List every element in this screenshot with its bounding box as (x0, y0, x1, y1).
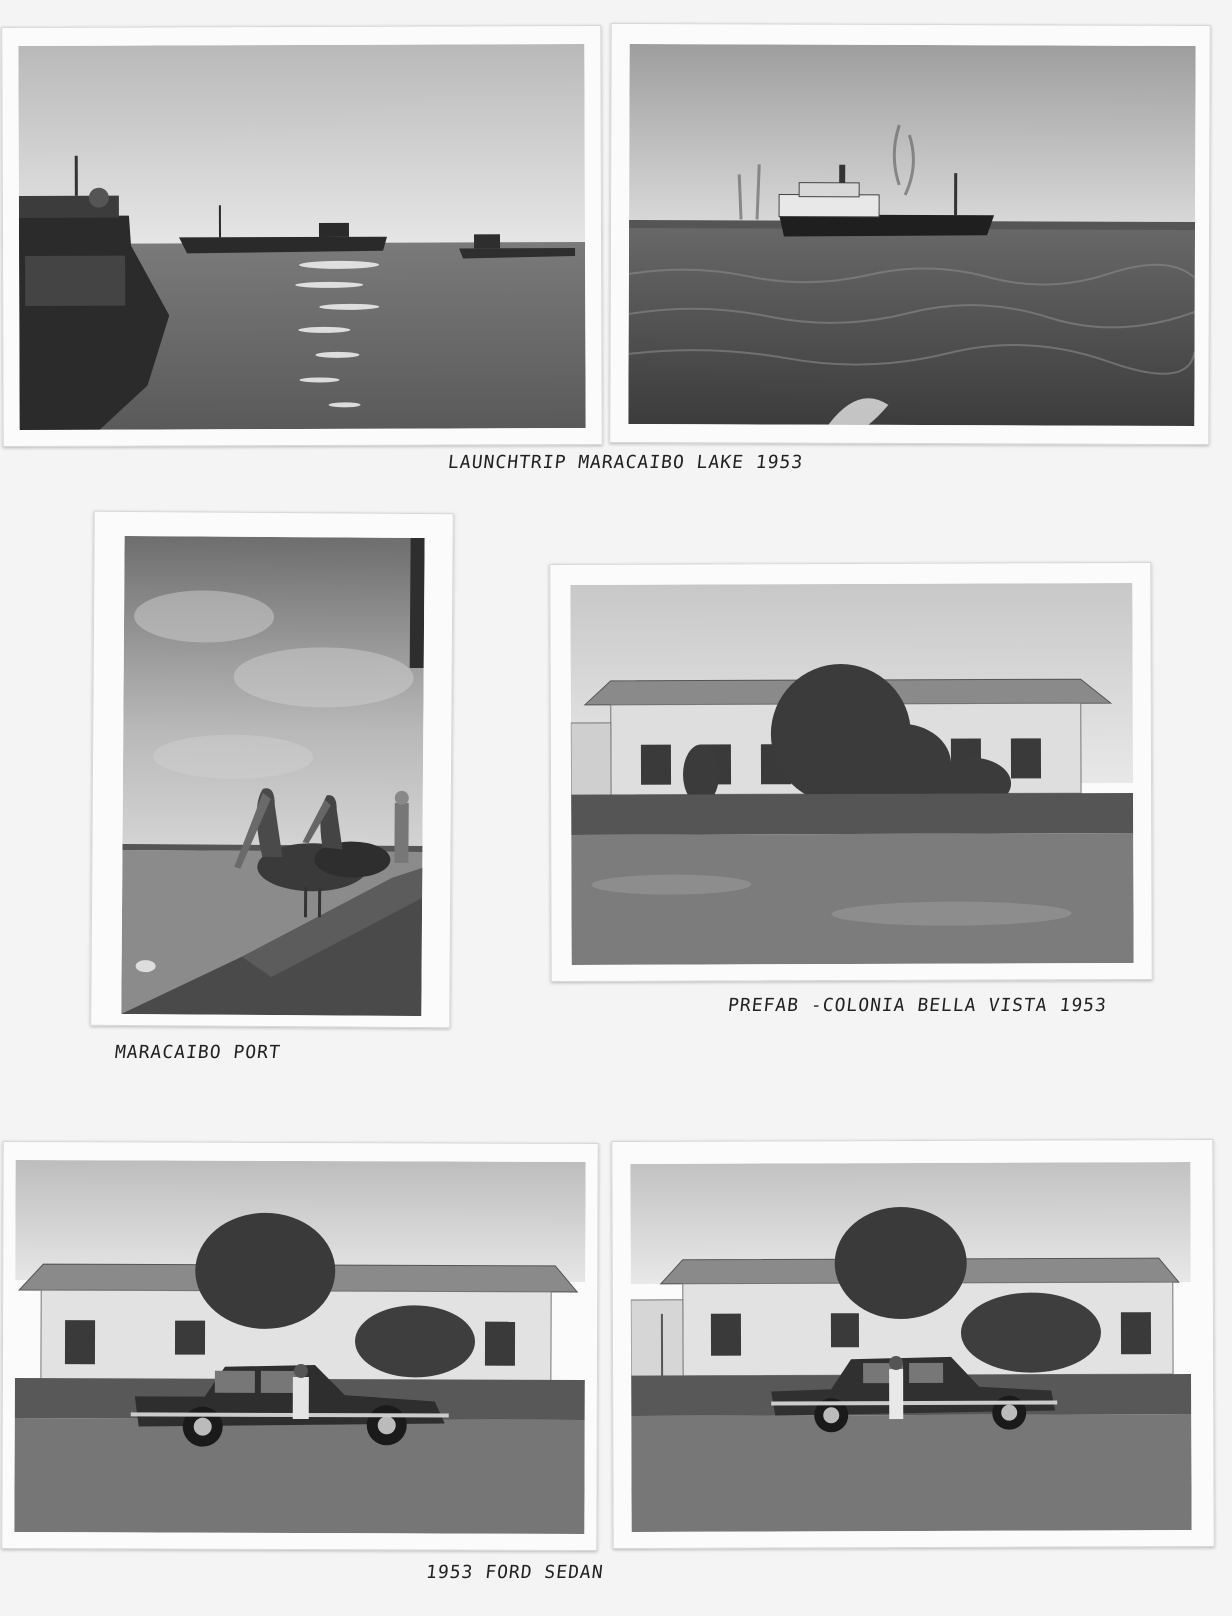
lake-with-ships-image (18, 44, 585, 430)
photo-prefab-house (549, 562, 1152, 982)
photo-maracaibo-port (90, 511, 454, 1029)
caption-launch-trip: LAUNCHTRIP MARACAIBO LAKE 1953 (446, 452, 805, 473)
caption-ford-sedan: 1953 FORD SEDAN (424, 1562, 605, 1583)
ford-sedan-with-driver-image (14, 1160, 585, 1534)
caption-prefab: PREFAB -COLONIA BELLA VISTA 1953 (726, 995, 1108, 1016)
photo-ford-sedan-left (1, 1141, 598, 1551)
caption-maracaibo-port: MARACAIBO PORT (113, 1042, 282, 1063)
pelicans-on-pier-image (121, 536, 424, 1016)
prefab-house-image (570, 583, 1133, 965)
photo-launch-trip-left (1, 25, 602, 447)
photo-ford-sedan-right (611, 1139, 1214, 1549)
lake-with-steamer-image (628, 44, 1195, 426)
ford-sedan-with-person-image (630, 1162, 1191, 1532)
photo-launch-trip-right (609, 23, 1210, 445)
